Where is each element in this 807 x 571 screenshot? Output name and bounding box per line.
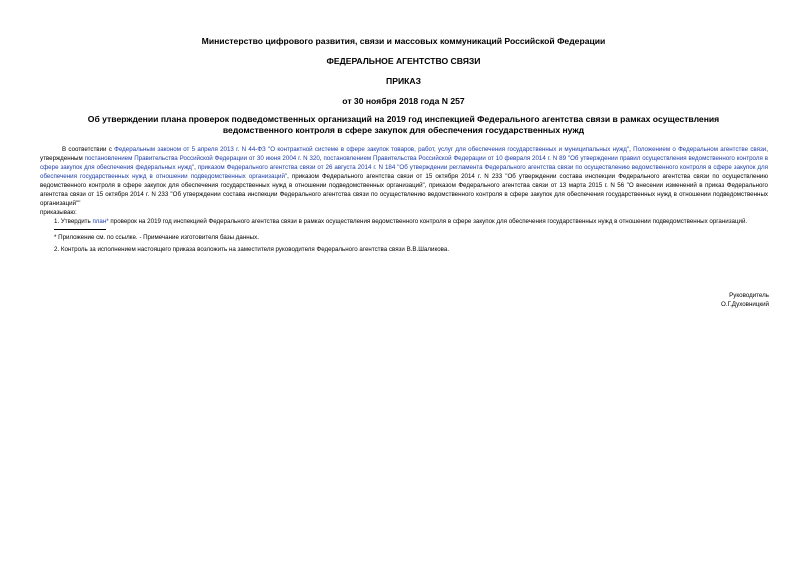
preamble-text-4: ,	[319, 155, 324, 162]
item1-text-2: проверок на 2019 год инспекцией Федерального агентства связи в рамках осуществления ведомственного контроля в сфере закупок для обеспечения государственных нужд в отношении подведомственных организаций.	[108, 218, 748, 225]
link-resolution-89[interactable]: постановлением Правительства Российской Федерации от 10 февраля 2014 г. N 89 "Об утверждении правил осуществления ведомственного контроля в сфере закупок для обеспечения федеральных нужд"	[40, 155, 768, 171]
document-date-number: от 30 ноября 2018 года N 257	[342, 96, 465, 106]
preamble-text-3: , утвержденным	[40, 146, 769, 162]
link-order-184[interactable]: приказом Федерального агентства связи от 26 августа 2014 г. N 184 "Об утверждении регламента Федерального агентства связи по осуществлению ведомственного контроля в сфере закупок для обеспечения государственных нужд в отношении подведомственных организаций"	[40, 164, 768, 180]
signature-block	[721, 291, 769, 309]
preamble-text-1: В соответствии с	[62, 146, 115, 153]
ministry-name: Министерство цифрового развития, связи и массовых коммуникаций Российской Федерации	[201, 36, 606, 46]
document-type: ПРИКАЗ	[386, 76, 421, 86]
footnote: * Приложение см. по ссылке. - Примечание изготовителя базы данных.	[54, 234, 259, 241]
link-federal-law-44fz[interactable]: Федеральным законом от 5 апреля 2013 г. N 44-ФЗ "О контрактной системе в сфере закупок товаров, работ, услуг для обеспечения государственных и муниципальных нужд"	[114, 146, 630, 153]
item1-text-1: 1. Утвердить	[54, 218, 93, 225]
signature-position: Руководитель	[729, 292, 769, 299]
preamble-paragraph	[40, 145, 768, 208]
preamble-text-6: , приказом Федерального агентства связи от 15 октября 2014 г. N 233 "Об утверждении состава инспекции Федерального агентства связи по осуществлению ведомственного контроля в сфере закупок для обеспечения государственных нужд в отношении подведомственных организаций", приказом Федерального агентства связи от 13 марта 2015 г. N 56 "О внесении изменений в приказ Федерального агентства связи от 15 октября 2014 г. N 233 "Об утверждении состава инспекции Федерального агентства связи по осуществлению ведомственного контроля в сфере закупок для обеспечения государственных нужд в отношении подведомственных организаций""	[40, 173, 768, 207]
footnote-divider	[54, 229, 106, 230]
signature-name: О.Г.Духовницкий	[720, 301, 769, 308]
link-resolution-320[interactable]: постановлением Правительства Российской Федерации от 30 июня 2004 г. N 320	[84, 155, 320, 162]
document-title: Об утверждении плана проверок подведомственных организаций на 2019 год инспекцией Федерального агентства связи в рамках осуществления ведомственного контроля в сфере закупок для обеспечения государственных нужд	[87, 114, 720, 135]
preamble-text-2: ,	[629, 146, 634, 153]
order-item-2: 2. Контроль за исполнением настоящего приказа возложить на заместителя руководителя Федерального агентства связи В.В.Шаликова.	[54, 246, 450, 253]
preamble-text-5: ,	[194, 164, 198, 171]
agency-name: ФЕДЕРАЛЬНОЕ АГЕНТСТВО СВЯЗИ	[326, 56, 481, 66]
order-item-1	[40, 217, 768, 226]
link-plan[interactable]: план*	[92, 218, 109, 225]
order-word: приказываю:	[40, 209, 77, 216]
link-regulation-agency[interactable]: Положением о Федеральном агентстве связи	[633, 146, 767, 153]
document-body	[40, 145, 768, 254]
